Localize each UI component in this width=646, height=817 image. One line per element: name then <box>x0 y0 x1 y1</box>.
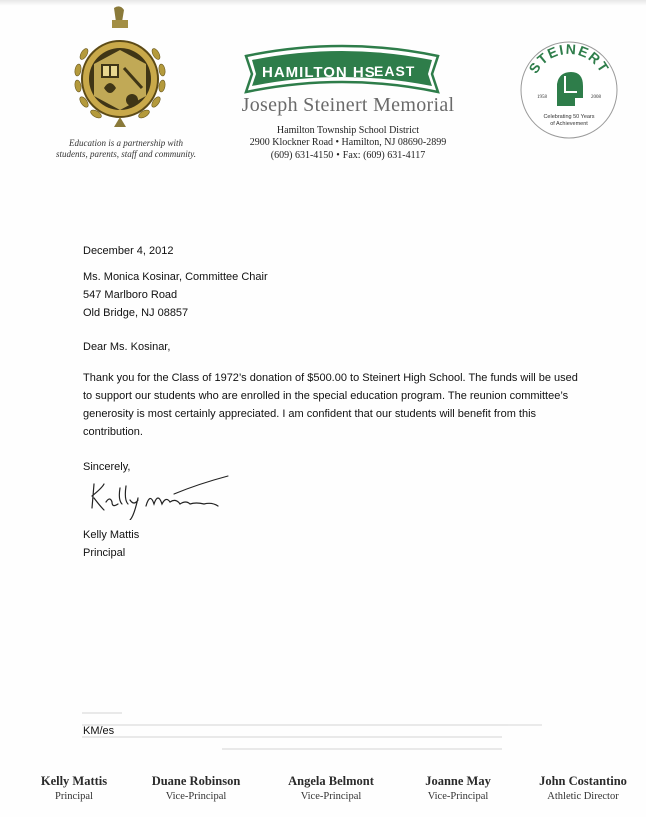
staff-name: Kelly Mattis <box>40 774 108 788</box>
motto-line: students, parents, staff and community. <box>56 149 196 159</box>
school-motto <box>40 138 212 160</box>
footer-staff-item <box>140 774 252 802</box>
school-crest-icon <box>64 4 176 134</box>
recipient-line: Ms. Monica Kosinar, Committee Chair <box>83 271 268 283</box>
anniversary-caption: of Achievement <box>550 121 588 127</box>
street-address: 2900 Klockner Road • Hamilton, NJ 08690-2899 <box>249 137 447 148</box>
anniversary-year-end: 2008 <box>591 95 601 100</box>
staff-title: Principal <box>55 791 93 802</box>
footer-staff-item <box>523 774 643 802</box>
anniversary-caption: Celebrating 50 Years <box>543 114 595 120</box>
recipient-line: 547 Marlboro Road <box>83 289 178 301</box>
staff-name: John Costantino <box>539 774 627 788</box>
letter-body: Thank you for the Class of 1972’s donation of $500.00 to Steinert High School. The funds will be used to support our students who are enrolled in the special education program. The reunion committee’s generosity is most certainly appreciated. I am confident that our students will benefit from this contribution. <box>83 372 578 438</box>
staff-title: Vice-Principal <box>165 791 227 802</box>
salutation: Dear Ms. Kosinar, <box>83 341 171 353</box>
signer-title: Principal <box>83 547 126 559</box>
bleed-through-text <box>82 712 552 756</box>
anniversary-name: STEINERT <box>525 40 613 77</box>
staff-name: Angela Belmont <box>288 774 374 788</box>
staff-title: Vice-Principal <box>300 791 362 802</box>
closing: Sincerely, <box>83 461 131 473</box>
motto-line: Education is a partnership with <box>68 138 183 148</box>
footer-staff-item <box>24 774 124 802</box>
staff-title: Vice-Principal <box>427 791 489 802</box>
recipient-address <box>83 268 268 322</box>
staff-name: Duane Robinson <box>151 774 241 788</box>
school-name: Joseph Steinert Memorial <box>241 94 455 116</box>
phone-fax: (609) 631-4150 • Fax: (609) 631-4117 <box>270 150 426 161</box>
banner-text-left: HAMILTON HS <box>262 64 376 81</box>
anniversary-year-start: 1958 <box>537 95 547 100</box>
banner-text-right: EAST <box>374 63 416 79</box>
handwritten-signature <box>88 470 238 520</box>
staff-title: Athletic Director <box>547 791 619 802</box>
fax-number: Fax: (609) 631-4117 <box>342 150 426 161</box>
signer-name: Kelly Mattis <box>83 529 140 541</box>
letter-date: December 4, 2012 <box>83 245 174 257</box>
recipient-line: Old Bridge, NJ 08857 <box>83 307 189 319</box>
signer-block <box>83 526 139 562</box>
anniversary-seal-icon <box>519 40 619 140</box>
district-name: Hamilton Township School District <box>276 125 420 136</box>
footer-staff-item <box>408 774 508 802</box>
hamilton-banner-logo <box>242 38 442 98</box>
typist-initials: KM/es <box>83 725 115 737</box>
staff-name: Joanne May <box>425 774 491 788</box>
phone-number: (609) 631-4150 <box>270 150 334 161</box>
footer-staff-item <box>276 774 386 802</box>
